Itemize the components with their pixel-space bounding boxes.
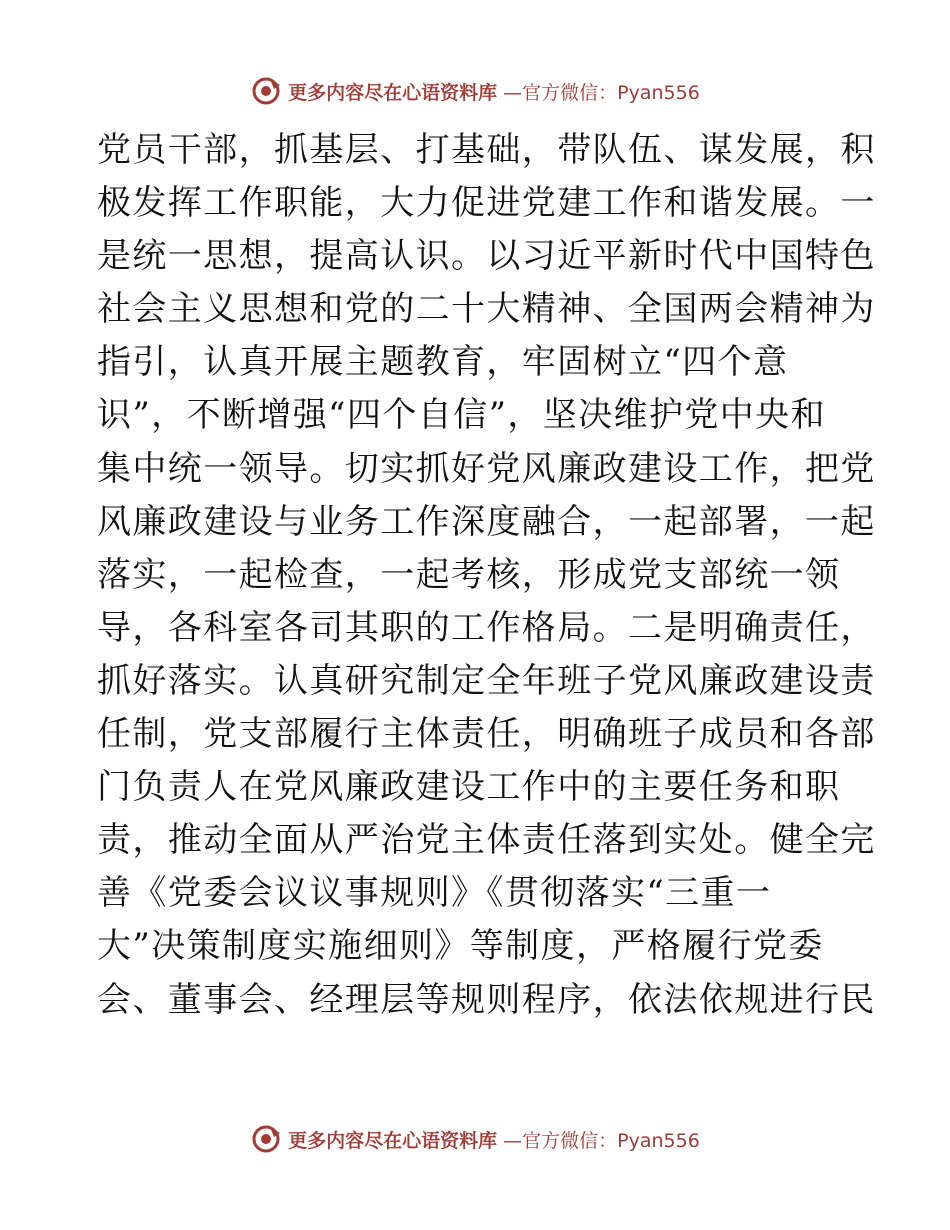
watermark-main-text: 更多内容尽在心语资料库 xyxy=(288,1129,498,1152)
text-line: 集中统一领导。切实抓好党风廉政建设工作，把党 xyxy=(97,448,876,489)
text-line: 大”决策制度实施细则》等制度，严格履行党委 xyxy=(97,926,824,967)
watermark-sub-text: —官方微信：Pyan556 xyxy=(503,1129,700,1152)
text-line: 社会主义思想和党的二十大精神、全国两会精神为 xyxy=(97,289,876,330)
logo-icon xyxy=(250,75,282,107)
text-line: 抓好落实。认真研究制定全年班子党风廉政建设责 xyxy=(97,660,876,701)
text-line: 党员干部，抓基层、打基础，带队伍、谋发展，积 xyxy=(97,130,876,170)
logo-icon xyxy=(250,1123,282,1155)
text-line: 风廉政建设与业务工作深度融合，一起部署，一起 xyxy=(97,501,876,542)
footer-watermark xyxy=(0,1119,950,1159)
text-line: 识”，不断增强“四个自信”，坚决维护党中央和 xyxy=(97,395,826,436)
text-line: 门负责人在党风廉政建设工作中的主要任务和职 xyxy=(97,767,841,808)
text-line: 导，各科室各司其职的工作格局。二是明确责任， xyxy=(97,607,876,648)
header-watermark xyxy=(0,71,950,111)
text-line: 责，推动全面从严治党主体责任落到实处。健全完 xyxy=(97,820,876,861)
watermark-main-text: 更多内容尽在心语资料库 xyxy=(288,81,498,104)
document-body xyxy=(97,124,876,1027)
text-line: 善《党委会议议事规则》《贯彻落实“三重一 xyxy=(97,873,772,914)
text-line: 任制，党支部履行主体责任，明确班子成员和各部 xyxy=(97,714,876,755)
text-line: 是统一思想，提高认识。以习近平新时代中国特色 xyxy=(97,236,876,277)
text-line: 落实，一起检查，一起考核，形成党支部统一领 xyxy=(97,554,841,595)
watermark-sub-text: —官方微信：Pyan556 xyxy=(503,81,700,104)
text-line: 会、董事会、经理层等规则程序，依法依规进行民 xyxy=(97,979,876,1020)
text-line: 指引，认真开展主题教育，牢固树立“四个意 xyxy=(97,342,789,383)
text-line: 极发挥工作职能，大力促进党建工作和谐发展。一 xyxy=(97,183,876,224)
